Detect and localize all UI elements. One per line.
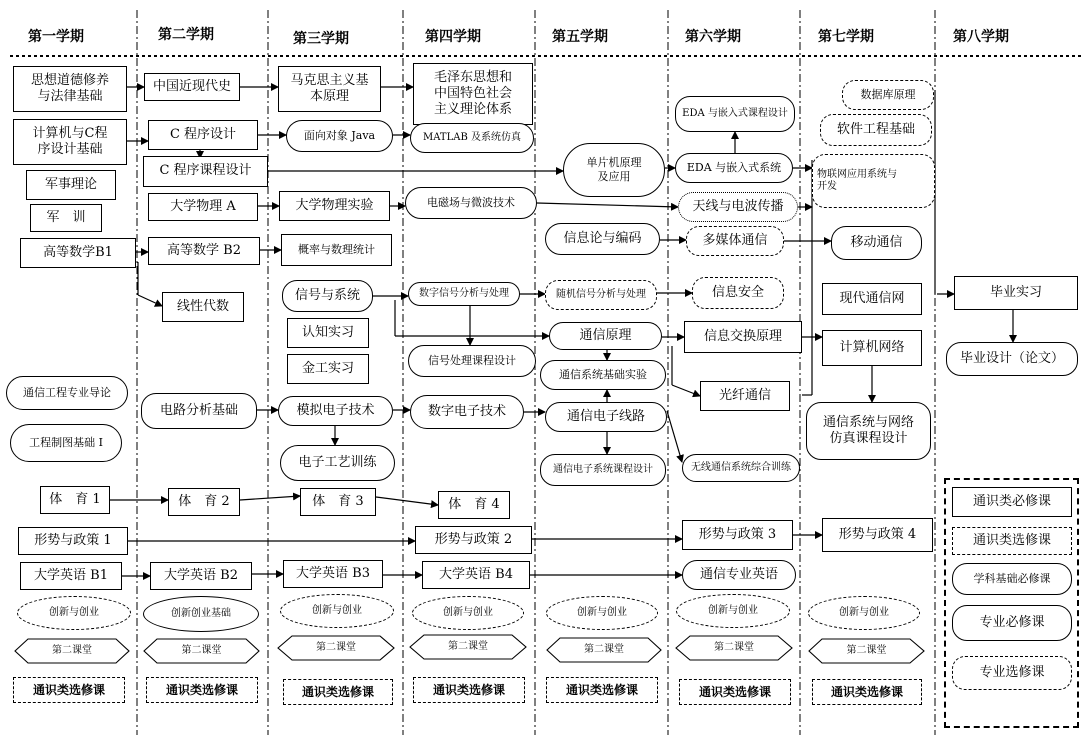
- course-node: 概率与数理统计: [281, 234, 392, 266]
- course-node: 大学英语 B1: [20, 562, 122, 590]
- course-node: 现代通信网: [822, 283, 922, 315]
- course-node: 形势与政策 2: [415, 526, 532, 554]
- course-node: 通信工程专业导论: [6, 376, 128, 410]
- course-node: 体 育 3: [300, 488, 376, 516]
- course-node: 认知实习: [287, 318, 369, 348]
- course-node: 毕业实习: [954, 276, 1078, 310]
- course-node: C 程序设计: [148, 120, 258, 150]
- elective-ellipse: 创新与创业: [412, 596, 524, 630]
- course-node: 随机信号分析与处理: [545, 280, 657, 310]
- course-node: 军 训: [30, 204, 102, 232]
- general-elective-box: 通识类选修课: [679, 679, 791, 705]
- course-node: 毕业设计（论文）: [946, 342, 1078, 376]
- course-node: C 程序课程设计: [143, 156, 268, 187]
- course-node: 通信电子系统课程设计: [540, 454, 666, 486]
- second-classroom-hex: 第二课堂: [846, 644, 887, 656]
- course-node: 通信专业英语: [682, 560, 796, 590]
- semester-header: 第五学期: [552, 29, 608, 45]
- course-node: 马克思主义基 本原理: [278, 66, 381, 112]
- course-node: 体 育 4: [438, 491, 510, 519]
- course-node: 大学物理实验: [279, 191, 390, 221]
- course-node: EDA 与嵌入式系统: [675, 153, 793, 183]
- course-node: 数字信号分析与处理: [408, 282, 520, 306]
- semester-header: 第八学期: [953, 29, 1009, 45]
- course-node: 形势与政策 3: [682, 520, 793, 550]
- course-node: 信息论与编码: [545, 223, 660, 255]
- course-node: 通信电子线路: [545, 402, 667, 432]
- general-elective-box: 通识类选修课: [812, 679, 922, 705]
- semester-header: 第一学期: [28, 29, 84, 45]
- course-node: 数字电子技术: [410, 395, 524, 429]
- course-node: 信息安全: [692, 277, 784, 309]
- legend-elective-general: 通识类选修课: [952, 527, 1072, 555]
- course-node: 线性代数: [162, 292, 244, 322]
- course-node: 大学英语 B2: [150, 562, 252, 590]
- course-node: 大学英语 B4: [422, 561, 530, 589]
- general-elective-box: 通识类选修课: [283, 679, 393, 705]
- course-node: EDA 与嵌入式课程设计: [675, 96, 795, 132]
- course-node: 信息交换原理: [684, 321, 802, 353]
- course-node: 体 育 1: [40, 486, 110, 514]
- course-node: 计算机与C程 序设计基础: [13, 119, 127, 165]
- general-elective-box: 通识类选修课: [146, 677, 258, 703]
- semester-header: 第六学期: [685, 29, 741, 45]
- course-node: 通信原理: [549, 322, 662, 350]
- course-node: 高等数学B1: [20, 238, 136, 268]
- general-elective-box: 通识类选修课: [546, 677, 658, 703]
- course-node: 大学英语 B3: [283, 560, 383, 588]
- course-node: 体 育 2: [168, 488, 240, 516]
- course-node: 高等数学 B2: [148, 237, 260, 265]
- course-node: 移动通信: [831, 226, 922, 260]
- semester-header: 第七学期: [818, 29, 874, 45]
- general-elective-box: 通识类选修课: [413, 677, 525, 703]
- legend-required-general: 通识类必修课: [952, 487, 1072, 517]
- course-node: 信号处理课程设计: [408, 345, 536, 377]
- legend-discipline-required: 学科基础必修课: [952, 563, 1072, 595]
- legend-major-required: 专业必修课: [952, 605, 1072, 641]
- second-classroom-hex: 第二课堂: [714, 641, 754, 653]
- course-node: 形势与政策 1: [18, 527, 128, 555]
- course-node: 电路分析基础: [141, 393, 257, 429]
- course-node: 形势与政策 4: [822, 518, 933, 552]
- elective-ellipse: 创新与创业: [676, 594, 790, 628]
- course-node: 软件工程基础: [820, 114, 932, 146]
- course-node: 电磁场与微波技术: [405, 187, 537, 219]
- second-classroom-hex: 第二课堂: [448, 640, 488, 652]
- course-node: 模拟电子技术: [278, 396, 393, 426]
- second-classroom-hex: 第二课堂: [316, 641, 356, 653]
- course-node: 通信系统基础实验: [540, 360, 666, 390]
- elective-ellipse: 创新创业基础: [143, 596, 259, 632]
- general-elective-box: 通识类选修课: [13, 677, 125, 703]
- course-node: 单片机原理 及应用: [563, 143, 665, 197]
- course-node: 光纤通信: [700, 381, 790, 411]
- course-node: 天线与电波传播: [678, 192, 798, 222]
- second-classroom-hex: 第二课堂: [181, 644, 222, 656]
- course-node: 毛泽东思想和 中国特色社会 主义理论体系: [413, 63, 533, 125]
- semester-header: 第三学期: [293, 31, 349, 47]
- elective-ellipse: 创新与创业: [280, 594, 394, 628]
- course-node: 中国近现代史: [144, 73, 240, 101]
- course-node: 数据库原理: [842, 80, 934, 110]
- course-node: 计算机网络: [822, 330, 922, 366]
- elective-ellipse: 创新与创业: [17, 596, 131, 630]
- course-node: 大学物理 A: [148, 193, 258, 221]
- semester-header: 第二学期: [158, 27, 214, 43]
- course-node: 无线通信系统综合训练: [682, 454, 800, 482]
- course-node: 多媒体通信: [686, 226, 784, 256]
- course-node: MATLAB 及系统仿真: [410, 123, 534, 153]
- elective-ellipse: 创新与创业: [808, 596, 920, 630]
- course-node: 面向对象 Java: [286, 120, 393, 152]
- semester-header: 第四学期: [425, 29, 481, 45]
- course-node: 军事理论: [26, 170, 116, 200]
- course-node: 通信系统与网络 仿真课程设计: [806, 402, 931, 460]
- legend-major-elective: 专业选修课: [952, 656, 1072, 690]
- course-node: 工程制图基础 I: [10, 424, 122, 462]
- second-classroom-hex: 第二课堂: [584, 643, 624, 655]
- course-node: 信号与系统: [282, 280, 373, 312]
- elective-ellipse: 创新与创业: [546, 596, 658, 630]
- course-node: 金工实习: [287, 354, 369, 384]
- course-node: 物联网应用系统与 开发: [812, 154, 935, 208]
- second-classroom-hex: 第二课堂: [52, 644, 92, 656]
- course-node: 电子工艺训练: [280, 445, 395, 481]
- course-node: 思想道德修养 与法律基础: [13, 66, 127, 112]
